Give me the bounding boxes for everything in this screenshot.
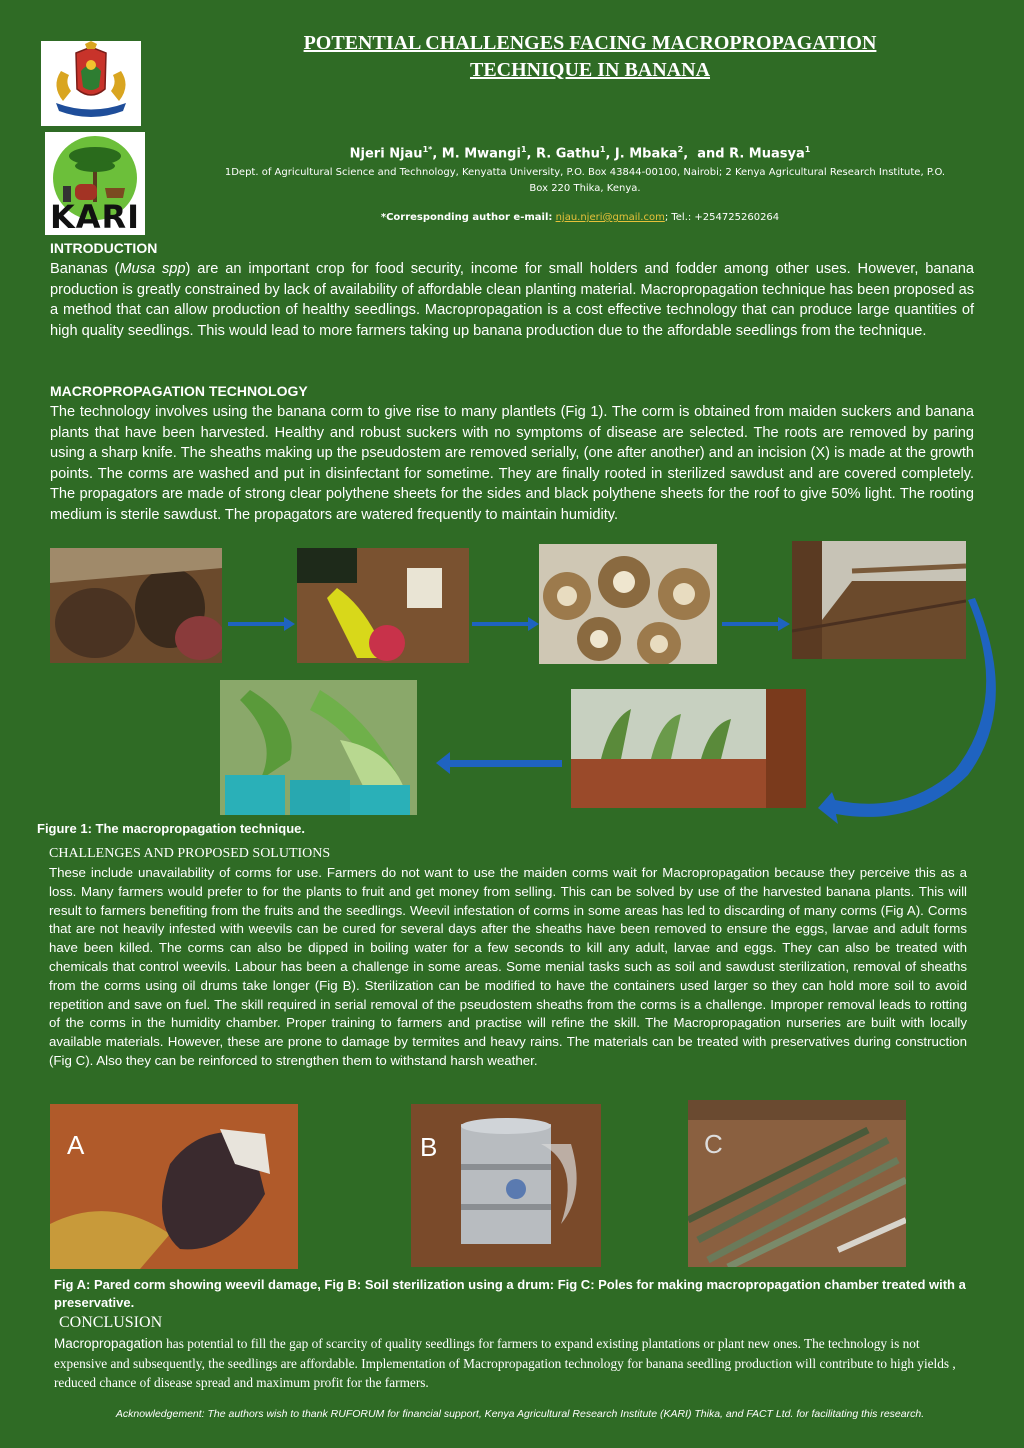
kari-logo-text: KARI <box>49 198 141 236</box>
kenyatta-university-logo <box>41 41 141 126</box>
fig-b-label: B <box>420 1132 438 1162</box>
arrow-right-2 <box>472 617 539 631</box>
fig-c-label: C <box>704 1129 723 1159</box>
title-line-1: POTENTIAL CHALLENGES FACING MACROPROPAGATION <box>303 32 877 54</box>
kari-logo <box>45 132 145 235</box>
arrow-right-3 <box>722 617 790 631</box>
introduction-text <box>50 259 974 341</box>
title-line-2: TECHNIQUE IN BANANA <box>469 59 711 81</box>
fig-a-label: A <box>67 1130 85 1160</box>
conclusion-text <box>54 1334 968 1393</box>
fig-a-photo-pared-corm <box>50 1104 298 1269</box>
arrow-curved <box>818 598 996 824</box>
intro-text-pre: Bananas ( <box>50 261 120 277</box>
technology-text: The technology involves using the banana corm to give rise to many plantlets (Fig 1). The corm is obtained from maiden suckers and banana plants that have been harvested. Healthy and robust suckers with no symptoms of disease are selected. The roots are removed by paring using a sharp knife. The sheaths making up the pseudostem are removed serially, (one after another) and an incision (X) is made at the growth points. The corms are washed and put in disinfectant for sometime. They are finally rooted in sterilized sawdust and are covered completely. The propagators are made of strong clear polythene sheets for the sides and black polythene sheets for the roof to give 50% light. The rooting medium is sterile sawdust. The propagators are watered frequently to maintain humidity. <box>50 404 974 523</box>
corresponding-email-link[interactable]: njau.njeri@gmail.com <box>555 212 665 223</box>
corresponding-label: *Corresponding author e-mail: <box>380 212 553 223</box>
introduction-heading: INTRODUCTION <box>50 240 158 256</box>
affiliation <box>205 165 965 197</box>
intro-text-post: ) are an important crop for food security, income for small holders and fodder among other uses. However, banana production is greatly constrained by lack of availability of affordable clean planting material. Macropropagation technique has been proposed as a method that can allow production of healthy seedlings. Macropropagation is a cost effective technology that can produce large quantities of high quality seedlings. This would lead to more farmers taking up banana production due to the affordable seedlings from the technique. <box>50 261 974 339</box>
arrow-right-1 <box>228 617 295 631</box>
intro-text-italic: Musa spp <box>119 261 186 277</box>
figure1-caption: Figure 1: The macropropagation technique. <box>37 821 305 836</box>
arrow-left-1 <box>436 752 562 774</box>
figures-abc-caption: Fig A: Pared corm showing weevil damage, Fig B: Soil sterilization using a drum: Fig C: Poles for making macropropagation chamber treated with a preservative. <box>54 1277 966 1310</box>
challenges-text: These include unavailability of corms for use. Farmers do not want to use the maiden corms wait for Macropropagation because they perceive this as a loss. Many farmers would prefer to for the plants to fruit and get money from selling. This can be solved by use of the harvested banana plants. This will result to farmers benefiting from the fruits and the seedlings. Weevil infestation of corms in some areas has led to discarding of many corms (Fig A). Corms that are not heavily infested with weevils can be cured for several days after the sheaths have been removed to ensure the eggs, larvae and adult forms have been killed. The corms can also be dipped in boiling water for a few seconds to kill any adult, larvae and eggs. They can also be treated with chemicals that control weevils. Labour has been a challenge in some areas. Some menial tasks such as soil and sawdust sterilization, removal of sheaths from the corms using oil drums take longer (Fig B). Sterilization can be modified to have the containers used larger so they can hold more soil to avoid repetition and save on fuel. The skill required in serial removal of the pseudostem sheaths from the corms is a challenge. Improper removal leads to rotting of the corms in the humidity chamber. Proper training to farmers and practise will refine the skill. The Macropropagation nurseries are built with locally available materials. However, these are prone to damage by termites and heavy rains. The materials can be treated with preservatives during construction (Fig C). Also they can be reinforced to strengthen them to withstand harsh weather. <box>49 865 967 1068</box>
corresponding-tel: ; Tel.: +254725260264 <box>664 212 780 223</box>
poster-title <box>240 30 940 84</box>
fig-c-photo-treated-poles <box>688 1100 906 1267</box>
authors-line: Njeri Njau$^{1*}$, M. Mwangi$^1$, R. Gathu$^1$, J. Mbaka$^2$, and R. Muasya$^1$ <box>349 145 811 162</box>
conclusion-body: has potential to fill the gap of scarcity of quality seedlings for farmers to expand existing plantations or plant new ones. The technology is not expensive and subsequently, the seedlings are affordable. Implementation of Macropropagation technology for banana seedling production will contribute to high yields , reduced chance of disease spread and maximum profit for the farmers. <box>54 1336 956 1390</box>
fig-b-photo-soil-sterilization <box>411 1104 601 1267</box>
technology-heading: MACROPROPAGATION TECHNOLOGY <box>50 383 308 399</box>
conclusion-lead: Macropropagation <box>54 1336 163 1351</box>
conclusion-heading: CONCLUSION <box>59 1314 163 1331</box>
fig1-flow-arrows <box>0 540 1024 830</box>
affiliation-line-1: 1Dept. of Agricultural Science and Technology, Kenyatta University, P.O. Box 43844-00100, Nairobi; 2 Kenya Agricultural Research Institute, P.O. <box>224 167 946 178</box>
corresponding-author <box>200 212 960 223</box>
acknowledgement: Acknowledgement: The authors wish to thank RUFORUM for financial support, Kenya Agricultural Research Institute (KARI) Thika, and FACT Ltd. for facilitating this research. <box>115 1408 925 1420</box>
affiliation-line-2: Box 220 Thika, Kenya. <box>529 183 641 194</box>
challenges-heading: CHALLENGES AND PROPOSED SOLUTIONS <box>49 846 331 861</box>
